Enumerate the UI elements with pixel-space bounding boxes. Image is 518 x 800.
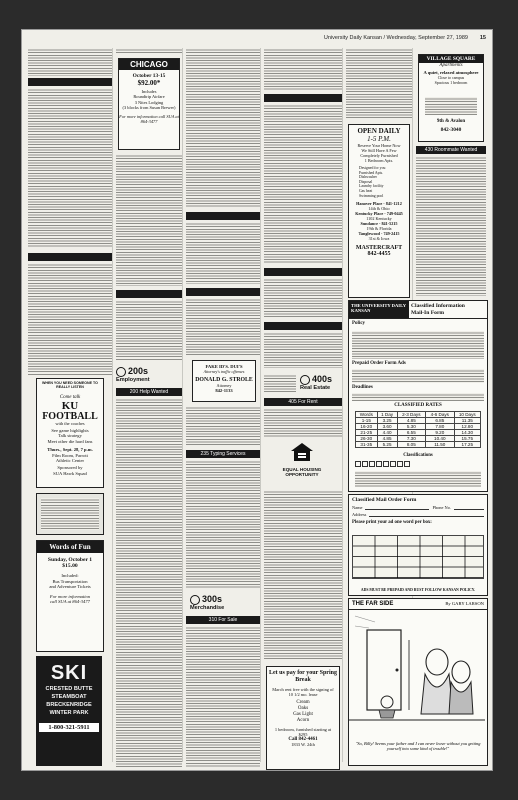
- text-block: [28, 263, 112, 375]
- rates-header-cell: 4-6 Days: [426, 412, 454, 418]
- strole-ad: [192, 360, 256, 402]
- open-feature: Disposal: [359, 179, 373, 184]
- football-sponsor2: SUA Hawk Squad: [53, 470, 87, 476]
- text-block: [186, 48, 260, 208]
- football-meet: Meet other die hard fans: [47, 438, 93, 444]
- rates-cell: 15.75: [454, 436, 480, 442]
- rates-header-cell: Words: [356, 412, 378, 418]
- words-inc3: and Adventure Tickets: [49, 584, 91, 590]
- chicago-item: (3 blocks from Susan Brewer): [122, 105, 176, 111]
- rates-cell: 7.80: [426, 424, 454, 430]
- text-block: [264, 490, 342, 660]
- spring-item: Oaks: [297, 706, 309, 711]
- form-title: Classified Mail Order Form: [352, 497, 417, 503]
- football-come: Come talk: [59, 395, 81, 400]
- rates-header-cell: 10 Days: [454, 412, 480, 418]
- football-place: Film Room, Parrott: [52, 452, 88, 458]
- page-header: [28, 35, 486, 45]
- equal-title: EQUAL HOUSING: [282, 467, 322, 472]
- football-date: Thurs., Sept. 28, 7 p.m.: [47, 447, 93, 453]
- rates-cell: 14.30: [454, 430, 480, 436]
- form-phone-field[interactable]: [454, 505, 484, 510]
- far-side-caption: "So, Billy! Seems your father and I can never leave without you getting yourself into some kind of trouble!": [355, 741, 481, 752]
- words-title: Words of Fun: [37, 541, 103, 553]
- form-address-label: Address: [352, 512, 367, 517]
- football-see: See game highlights: [51, 428, 89, 433]
- text-block: [264, 278, 342, 318]
- chicago-item: Roundtrip Airfare: [133, 94, 165, 100]
- equal-housing-ad: [274, 442, 330, 486]
- employment-section: [116, 366, 182, 383]
- for-sale-header: 310 For Sale: [186, 616, 260, 624]
- kansan-policy: Policy: [352, 321, 366, 327]
- classification-checkbox[interactable]: [397, 461, 403, 467]
- village-phone: 842-3040: [440, 127, 462, 133]
- section-header: [116, 290, 182, 298]
- spring-addr: 1833 W. 24th: [291, 742, 315, 747]
- text-block: [116, 398, 182, 768]
- classification-checkbox[interactable]: [369, 461, 375, 467]
- open-title: OPEN DAILY: [357, 127, 401, 135]
- rates-cell: 7.30: [397, 436, 425, 442]
- section-header: [264, 268, 342, 276]
- village-name: VILLAGE SQUARE: [419, 55, 483, 63]
- help-wanted-header: 200 Help Wanted: [116, 388, 182, 396]
- words-inc2: Bus Transportation: [52, 578, 88, 584]
- rates-header-cell: 1 Day: [377, 412, 397, 418]
- rates-cell: 31-35: [356, 442, 378, 448]
- village-tag2: Close to campus: [437, 75, 465, 80]
- words-more: For more information: [49, 593, 91, 599]
- section-icon: [116, 367, 126, 377]
- ski-ad: [36, 656, 102, 766]
- open-feature: Swimming pool: [359, 193, 384, 198]
- village-tag3: Spacious 1 bedroom: [434, 80, 468, 85]
- house-icon: [290, 442, 314, 462]
- football-lines: [37, 381, 103, 389]
- words-inc: Included:: [61, 573, 79, 578]
- text-block: [264, 48, 342, 90]
- rates-cell: 12.80: [454, 424, 480, 430]
- text-block: [264, 332, 342, 368]
- open-kentucky2: 1102 Kentucky: [366, 216, 392, 222]
- kansan-classifications: Classifications: [403, 453, 433, 458]
- strole-line1: FAKE ID'S. DUI'S: [205, 364, 243, 369]
- rates-row: [356, 442, 481, 448]
- for-rent-header: 405 For Rent: [264, 398, 342, 406]
- boxed-ad: [36, 493, 104, 535]
- chicago-dates: October 13-15: [132, 73, 166, 79]
- rates-cell: 3.25: [377, 418, 397, 424]
- football-sport: FOOTBALL: [42, 411, 98, 422]
- rates-cell: 26-30: [356, 436, 378, 442]
- football-line: REALLY LISTEN: [56, 385, 84, 389]
- ski-sub2: STEAMBOAT: [51, 694, 87, 700]
- open-hanover: Hanover Place - 841-1212: [356, 201, 402, 207]
- text-block: [186, 222, 260, 284]
- section-header: [28, 253, 112, 261]
- real-estate-label: Real Estate: [300, 384, 331, 391]
- kansan-heading: THE UNIVERSITY DAILY KANSAN: [349, 301, 409, 318]
- open-bed: 1 Bedroom Apts.: [364, 158, 394, 163]
- text-block: [425, 97, 477, 115]
- strole-title: Attorney: [216, 383, 232, 388]
- text-block: [352, 393, 484, 401]
- open-still: We Still Have A Few: [361, 148, 397, 153]
- rates-cell: 11.35: [454, 418, 480, 424]
- text-block: [41, 498, 99, 530]
- rates-cell: 10.40: [426, 436, 454, 442]
- spring-title: Let us pay for your Spring Break: [269, 670, 337, 683]
- spring-phone: Call 842-4461: [288, 737, 318, 742]
- open-feature: Laundry facility: [359, 184, 384, 189]
- text-block: [346, 48, 412, 118]
- spring-item: Acorn: [296, 718, 310, 723]
- football-line: WHEN YOU NEED SOMEONE TO: [42, 381, 98, 385]
- strole-line2: Attorney's traffic offenses: [203, 369, 245, 374]
- text-block: [352, 331, 484, 359]
- chicago-includes: Includes: [141, 89, 157, 94]
- section-header: [264, 94, 342, 102]
- merch-label: Merchandise: [190, 604, 225, 611]
- village-tag: A quiet, relaxed atmosphere: [423, 70, 479, 75]
- classification-checkbox[interactable]: [355, 461, 361, 467]
- text-block: [355, 471, 481, 487]
- form-phone-label: Phone No.: [432, 505, 451, 510]
- open-hours: 1-5 P.M.: [367, 135, 391, 143]
- merchandise-section: [190, 594, 260, 611]
- ski-phone: 1-800-321-5911: [39, 723, 99, 732]
- rates-cell: 3.60: [377, 424, 397, 430]
- kansan-sub: Classified Information: [411, 303, 465, 309]
- text-block: [28, 88, 112, 248]
- far-side-title: THE FAR SIDE: [352, 601, 394, 607]
- ski-brand: SKI: [50, 662, 88, 684]
- rates-cell: 8.05: [397, 442, 425, 448]
- cartoon-illustration: [349, 610, 485, 736]
- ski-sub: CRESTED BUTTE: [45, 686, 93, 692]
- column-2: [116, 48, 183, 762]
- open-mc: MASTERCRAFT: [355, 245, 403, 252]
- kansan-sub2: Mail-In Form: [411, 309, 445, 316]
- words-more2: call SUA at 864-3477: [50, 599, 90, 605]
- football-talk: Talk strategy: [58, 433, 82, 439]
- open-reserve: Reserve Your Home Now: [357, 143, 401, 148]
- classification-checkbox[interactable]: [362, 461, 368, 467]
- newspaper-page: [22, 30, 492, 770]
- text-block: [186, 298, 260, 356]
- spring-extra: 1 bedroom, furnished starting at $295: [274, 727, 332, 737]
- open-mc-phone: 842-4455: [367, 251, 391, 258]
- text-block: [264, 374, 296, 394]
- header-title: University Daily Kansan / Wednesday, September 27, 1989: [323, 35, 468, 41]
- kansan-deadlines: Deadlines: [352, 385, 373, 390]
- text-block: [116, 48, 182, 54]
- rates-cell: 4.85: [397, 418, 425, 424]
- rates-cell: 6.55: [397, 430, 425, 436]
- column-1: [28, 48, 113, 762]
- employment-label: Employment: [116, 376, 150, 383]
- rates-cell: 21-25: [356, 430, 378, 436]
- typing-header: 235 Typing Services: [186, 450, 260, 458]
- rates-cell: 9.20: [426, 430, 454, 436]
- village-square-ad: [418, 54, 484, 142]
- open-feature: Designed for you: [359, 166, 386, 170]
- column-3: [186, 48, 261, 762]
- classification-checkbox[interactable]: [390, 461, 396, 467]
- form-name-field[interactable]: [365, 505, 429, 510]
- open-sundance2: 19th & Florida: [366, 226, 392, 232]
- form-name-label: Name: [352, 505, 363, 510]
- word-boxes-grid[interactable]: [352, 535, 484, 579]
- merch-code: 300s: [202, 594, 223, 604]
- rates-cell: 11.50: [426, 442, 454, 448]
- equal-title2: OPPORTUNITY: [285, 472, 319, 477]
- football-brand: KU: [61, 400, 79, 412]
- section-header: [186, 288, 260, 296]
- rates-cell: 5.30: [397, 424, 425, 430]
- text-block: [28, 48, 112, 76]
- words-of-fun-ad: [36, 540, 104, 652]
- far-side-author: By GARY LARSON: [445, 601, 484, 606]
- employment-code: 200s: [128, 366, 149, 376]
- text-block: [186, 626, 260, 768]
- form-print-instructions: Please print your ad one word per box:: [352, 520, 432, 525]
- rates-cell: 16-20: [356, 424, 378, 430]
- strole-name: DONALD G. STROLE: [195, 377, 253, 383]
- open-feature: Gas heat: [359, 188, 373, 193]
- classification-checkbox[interactable]: [376, 461, 382, 467]
- kansan-rates-title: CLASSIFIED RATES: [394, 403, 442, 408]
- spring-sub: March rent free with the signing of 10 1/2 mo. lease: [272, 687, 334, 697]
- classification-checkbox[interactable]: [383, 461, 389, 467]
- strole-phone: 842-1133: [215, 388, 233, 393]
- mail-order-form: [348, 494, 488, 596]
- spring-break-ad: [266, 666, 340, 770]
- open-kentucky: Kentucky Place - 749-0445: [355, 211, 403, 217]
- text-block: [186, 460, 260, 588]
- words-date: Sunday, October 1: [47, 557, 93, 563]
- text-block: [264, 104, 342, 264]
- chicago-ad: [118, 58, 180, 150]
- rates-cell: 4.85: [377, 436, 397, 442]
- village-sub: Apartments: [439, 63, 463, 68]
- classification-checkbox[interactable]: [404, 461, 410, 467]
- rates-cell: 5.25: [377, 442, 397, 448]
- rates-table: [355, 411, 481, 448]
- section-icon: [190, 595, 200, 605]
- ski-sub4: WINTER PARK: [49, 710, 89, 716]
- form-address-field[interactable]: [369, 512, 484, 517]
- open-sundance: Sundance - 841-5215: [360, 221, 398, 227]
- open-completely: Completely Furnished: [360, 153, 398, 158]
- text-block: [352, 369, 484, 383]
- kansan-prepaid: Prepaid Order Form Ads: [352, 361, 406, 366]
- chicago-price: $92.00*: [137, 79, 161, 87]
- classification-checkboxes: [355, 461, 481, 467]
- text-block: [186, 406, 260, 446]
- rates-cell: 6.85: [426, 418, 454, 424]
- section-header: [186, 212, 260, 220]
- village-addr: 9th & Avalon: [436, 119, 466, 124]
- rates-cell: 1-15: [356, 418, 378, 424]
- section-icon: [300, 375, 310, 385]
- form-footer: ADS MUST BE PREPAID AND RUST FOLLOW KANSAN POLICY.: [360, 588, 476, 592]
- real-estate-section: [300, 374, 342, 391]
- text-block: [264, 408, 342, 438]
- text-block: [416, 156, 486, 296]
- section-header: [28, 78, 112, 86]
- football-sponsor: Sponsored by: [57, 465, 83, 471]
- spring-item: Cream: [296, 700, 310, 705]
- spring-item: Gas Light: [293, 712, 313, 717]
- far-side-comic: [348, 598, 488, 766]
- open-feature: Dishwasher: [359, 175, 377, 180]
- open-daily-ad: [348, 124, 410, 298]
- chicago-more: For more information call SUA at 864-3477: [119, 113, 179, 125]
- open-tanglewood2: 31st & Iowa: [368, 236, 390, 242]
- football-with: with the coaches: [55, 421, 85, 426]
- text-block: [116, 300, 182, 360]
- rates-cell: 4.40: [377, 430, 397, 436]
- section-header: [264, 322, 342, 330]
- page-number: 15: [479, 35, 486, 41]
- kansan-classified-ad: [348, 300, 488, 492]
- chicago-item: 3 Nites Lodging: [134, 99, 164, 105]
- football-place2: Athletic Center: [55, 458, 85, 464]
- text-block: [116, 154, 182, 286]
- football-ad: [36, 378, 104, 488]
- rates-cell: 17.25: [454, 442, 480, 448]
- words-price: $15.00: [62, 563, 78, 569]
- open-feature: Furnished Apts.: [359, 170, 384, 175]
- open-hanover2: 14th & Ohio: [368, 206, 390, 212]
- roommate-header: 430 Roommate Wanted: [416, 146, 486, 154]
- rates-header-cell: 2-3 Days: [397, 412, 425, 418]
- open-tanglewood: Tanglewood - 749-2415: [358, 231, 400, 237]
- real-estate-code: 400s: [312, 374, 333, 384]
- ski-sub3: BRECKENRIDGE: [46, 702, 92, 708]
- chicago-city: CHICAGO: [119, 59, 179, 70]
- column-4: [264, 48, 343, 762]
